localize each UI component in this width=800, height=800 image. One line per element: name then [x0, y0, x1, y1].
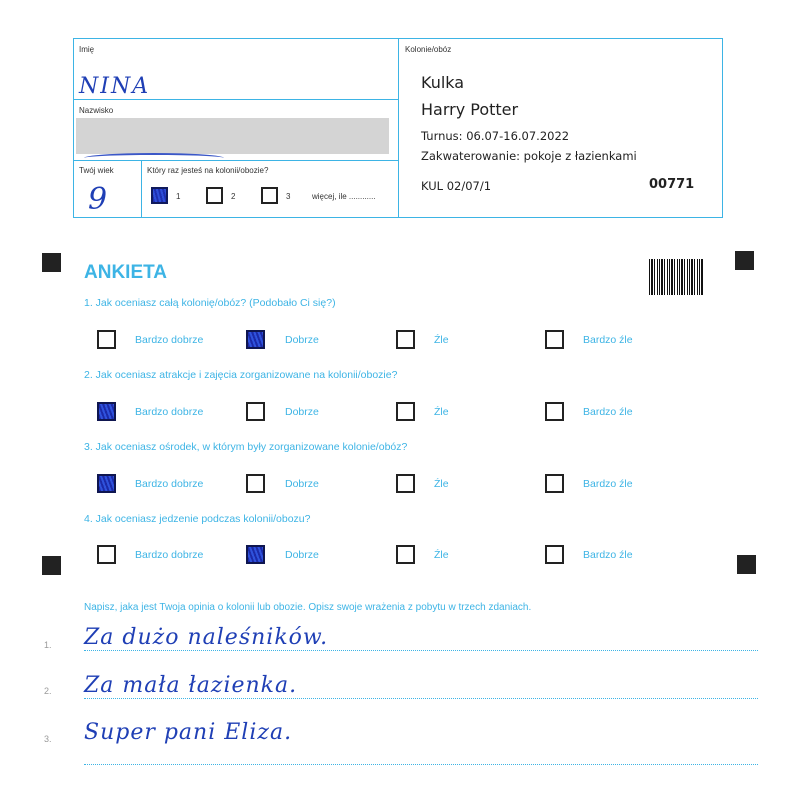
question-2: 2. Jak oceniasz atrakcje i zajęcia zorganizowane na kolonii/obozie?	[84, 369, 398, 381]
line-number-3: 3.	[44, 734, 52, 744]
q3-label-bardzo-dobrze: Bardzo dobrze	[135, 478, 204, 490]
q1-option-bardzo-zle[interactable]	[545, 330, 564, 349]
question-4: 4. Jak oceniasz jedzenie podczas kolonii/obozu?	[84, 513, 311, 525]
nazwisko-label: Nazwisko	[79, 106, 114, 115]
q4-label-bardzo-zle: Bardzo źle	[583, 549, 633, 561]
q2-option-bardzo-dobrze[interactable]	[97, 402, 116, 421]
q3-option-bardzo-zle[interactable]	[545, 474, 564, 493]
form-number: 00771	[649, 177, 695, 192]
ktory-raz-label: Który raz jesteś na kolonii/obozie?	[147, 166, 269, 175]
answer-line-3[interactable]: Super pani Eliza.	[84, 720, 293, 745]
q3-option-zle[interactable]	[396, 474, 415, 493]
survey-title: ANKIETA	[84, 262, 168, 283]
ktory-raz-option-3: 3	[286, 192, 291, 201]
imie-label: Imię	[79, 45, 95, 54]
q4-label-bardzo-dobrze: Bardzo dobrze	[135, 549, 204, 561]
header-divider	[141, 160, 142, 218]
imie-value[interactable]: NINA	[79, 74, 151, 99]
answer-line-2[interactable]: Za mała łazienka.	[84, 673, 298, 698]
registration-marker	[737, 555, 756, 574]
q4-option-bardzo-zle[interactable]	[545, 545, 564, 564]
opinion-instruction: Napisz, jaka jest Twoja opinia o kolonii lub obozie. Opisz swoje wrażenia z pobytu w trzech zdaniach.	[84, 602, 532, 613]
q3-label-bardzo-zle: Bardzo źle	[583, 478, 633, 490]
kolonie-label: Kolonie/obóz	[405, 45, 452, 54]
ktory-raz-checkbox-3[interactable]	[261, 187, 278, 204]
wiek-value[interactable]: 9	[88, 182, 108, 217]
q2-option-bardzo-zle[interactable]	[545, 402, 564, 421]
q1-option-dobrze[interactable]	[246, 330, 265, 349]
camp-theme: Harry Potter	[421, 100, 519, 119]
q2-option-zle[interactable]	[396, 402, 415, 421]
q1-option-bardzo-dobrze[interactable]	[97, 330, 116, 349]
ktory-raz-option-2: 2	[231, 192, 236, 201]
registration-marker	[42, 556, 61, 575]
dotted-line	[84, 650, 758, 651]
line-number-2: 2.	[44, 686, 52, 696]
q3-option-dobrze[interactable]	[246, 474, 265, 493]
registration-marker	[735, 251, 754, 270]
header-rule	[73, 99, 398, 100]
q1-label-dobrze: Dobrze	[285, 334, 319, 346]
line-number-1: 1.	[44, 640, 52, 650]
turnus: Turnus: 06.07-16.07.2022	[421, 129, 570, 143]
wiek-label: Twój wiek	[79, 166, 114, 175]
redacted-surname	[76, 118, 389, 154]
ktory-raz-checkbox-1[interactable]	[151, 187, 168, 204]
q1-label-bardzo-zle: Bardzo źle	[583, 334, 633, 346]
q3-label-dobrze: Dobrze	[285, 478, 319, 490]
q3-label-zle: Źle	[434, 478, 449, 490]
zakwaterowanie: Zakwaterowanie: pokoje z łazienkami	[421, 149, 637, 163]
q2-option-dobrze[interactable]	[246, 402, 265, 421]
q2-label-bardzo-zle: Bardzo źle	[583, 406, 633, 418]
q4-label-zle: Źle	[434, 549, 449, 561]
q1-label-bardzo-dobrze: Bardzo dobrze	[135, 334, 204, 346]
q4-option-zle[interactable]	[396, 545, 415, 564]
q2-label-bardzo-dobrze: Bardzo dobrze	[135, 406, 204, 418]
q4-option-dobrze[interactable]	[246, 545, 265, 564]
dotted-line	[84, 698, 758, 699]
surname-scribble	[84, 153, 224, 163]
answer-line-1[interactable]: Za dużo naleśników.	[84, 625, 329, 650]
q4-option-bardzo-dobrze[interactable]	[97, 545, 116, 564]
registration-marker	[42, 253, 61, 272]
question-3: 3. Jak oceniasz ośrodek, w którym były zorganizowane kolonie/obóz?	[84, 441, 408, 453]
header-divider	[398, 38, 399, 218]
camp-name: Kulka	[421, 73, 465, 92]
ktory-raz-checkbox-2[interactable]	[206, 187, 223, 204]
barcode	[649, 259, 704, 295]
question-1: 1. Jak oceniasz całą kolonię/obóz? (Podobało Ci się?)	[84, 297, 336, 309]
ktory-raz-option-1: 1	[176, 192, 181, 201]
q3-option-bardzo-dobrze[interactable]	[97, 474, 116, 493]
q4-label-dobrze: Dobrze	[285, 549, 319, 561]
q1-label-zle: Źle	[434, 334, 449, 346]
q2-label-dobrze: Dobrze	[285, 406, 319, 418]
q1-option-zle[interactable]	[396, 330, 415, 349]
q2-label-zle: Źle	[434, 406, 449, 418]
ktory-raz-option-more: więcej, ile ............	[312, 192, 376, 201]
dotted-line	[84, 764, 758, 765]
form-code: KUL 02/07/1	[421, 179, 492, 193]
